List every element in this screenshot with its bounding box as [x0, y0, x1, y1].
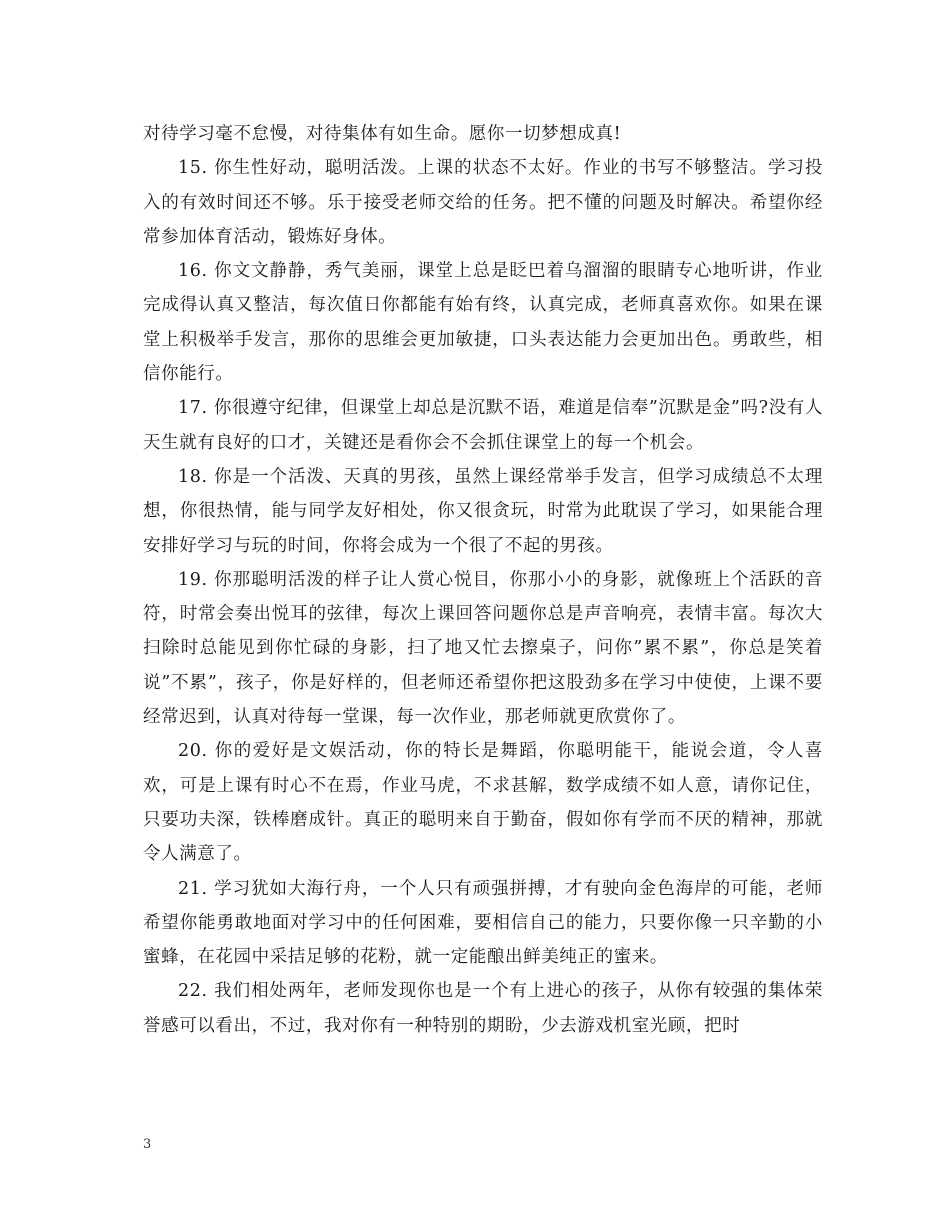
document-body — [143, 117, 823, 1043]
paragraph-18: 18. 你是一个活泼、天真的男孩，虽然上课经常举手发言，但学习成绩总不太理想，你很热情，能与同学友好相处，你又很贪玩，时常为此耽误了学习，如果能合理安排好学习与玩的时间，你将会成为一个很了不起的男孩。 — [143, 466, 823, 556]
paragraph-19: 19. 你那聪明活泼的样子让人赏心悦目，你那小小的身影，就像班上个活跃的音符，时常会奏出悦耳的弦律，每次上课回答问题你总是声音响亮，表情丰富。每次大扫除时总能见到你忙碌的身影，扫了地又忙去擦桌子，问你”累不累”，你总是笑着说”不累”，孩子，你是好样的，但老师还希望你把这股劲多在学习中使使，上课不要经常迟到，认真对待每一堂课，每一次作业，那老师就更欣赏你了。 — [143, 569, 823, 728]
page-number: 3 — [143, 1137, 152, 1152]
paragraph-17: 17. 你很遵守纪律，但课堂上却总是沉默不语，难道是信奉”沉默是金”吗?没有人天生就有良好的口才，关键还是看你会不会抓住课堂上的每一个机会。 — [143, 398, 823, 453]
paragraph-16: 16. 你文文静静，秀气美丽，课堂上总是眨巴着乌溜溜的眼睛专心地听讲，作业完成得认真又整洁，每次值日你都能有始有终，认真完成，老师真喜欢你。如果在课堂上积极举手发言，那你的思维会更加敏捷，口头表达能力会更加出色。勇敢些，相信你能行。 — [143, 261, 823, 385]
paragraph-15: 15. 你生性好动，聪明活泼。上课的状态不太好。作业的书写不够整洁。学习投入的有效时间还不够。乐于接受老师交给的任务。把不懂的问题及时解决。希望你经常参加体育活动，锻炼好身体。 — [143, 158, 823, 247]
paragraph-20: 20. 你的爱好是文娱活动，你的特长是舞蹈，你聪明能干，能说会道，令人喜欢，可是上课有时心不在焉，作业马虎，不求甚解，数学成绩不如人意，请你记住，只要功夫深，铁棒磨成针。真正的聪明来自于勤奋，假如你有学而不厌的精神，那就令人满意了。 — [143, 741, 823, 865]
paragraph-continuation: 对待学习毫不怠慢，对待集体有如生命。愿你一切梦想成真! — [143, 124, 622, 144]
paragraph-21: 21. 学习犹如大海行舟，一个人只有顽强拼搏，才有驶向金色海岸的可能，老师希望你能勇敢地面对学习中的任何困难，要相信自己的能力，只要你像一只辛勤的小蜜蜂，在花园中采拮足够的花粉，就一定能酿出鲜美纯正的蜜来。 — [143, 878, 823, 968]
paragraph-22: 22. 我们相处两年，老师发现你也是一个有上进心的孩子，从你有较强的集体荣誉感可以看出，不过，我对你有一种特别的期盼，少去游戏机室光顾，把时 — [143, 981, 823, 1036]
